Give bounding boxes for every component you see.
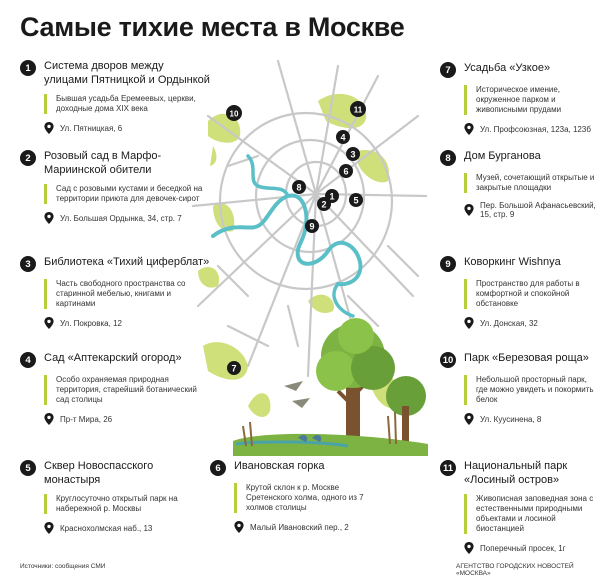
moscow-map[interactable] <box>188 46 428 466</box>
pin-icon <box>464 542 474 554</box>
svg-text:2: 2 <box>321 199 327 210</box>
pin-icon <box>464 204 474 216</box>
place-name: Усадьба «Узкое» <box>464 62 551 74</box>
place-number: 8 <box>440 150 456 166</box>
place-number: 1 <box>20 60 36 76</box>
source-note: Источники: сообщения СМИ <box>20 563 106 570</box>
river-south <box>334 284 353 316</box>
place-description: Особо охраняемая природная территория, старейший ботанический сад столицы <box>44 375 210 405</box>
place-6[interactable] <box>210 460 385 533</box>
place-address: Ул. Покровка, 12 <box>60 318 122 328</box>
place-description: Историческое имение, окруженное парком и живописными прудами <box>464 85 598 115</box>
place-number: 11 <box>440 460 456 476</box>
place-9[interactable] <box>440 256 598 329</box>
pin-icon <box>464 317 474 329</box>
svg-text:7: 7 <box>231 363 237 374</box>
tree-illustration <box>233 318 428 456</box>
map-marker-3[interactable] <box>346 147 360 161</box>
svg-text:6: 6 <box>343 166 349 177</box>
place-number: 7 <box>440 62 456 78</box>
place-address: Пер. Большой Афанасьевский, 15, стр. 9 <box>480 201 596 219</box>
place-number: 2 <box>20 150 36 166</box>
place-number: 10 <box>440 352 456 368</box>
map-marker-6[interactable] <box>339 164 353 178</box>
place-description: Живописная заповедная зона с естественными природными объектами и лосиной биостанцией <box>464 494 598 534</box>
place-number: 4 <box>20 352 36 368</box>
page-title: Самые тихие места в Москве <box>20 12 405 42</box>
place-name: Коворкинг Wishnya <box>464 256 561 268</box>
map-marker-7[interactable] <box>227 361 241 375</box>
place-number: 3 <box>20 256 36 272</box>
pin-icon <box>464 123 474 135</box>
svg-text:9: 9 <box>309 221 315 232</box>
place-address: Поперечный просек, 1г <box>480 543 566 553</box>
place-name: Парк «Березовая роща» <box>464 352 589 364</box>
place-number: 5 <box>20 460 36 476</box>
place-address: Ул. Пятницкая, 6 <box>60 123 123 133</box>
map-marker-9[interactable] <box>305 219 319 233</box>
place-description: Бывшая усадьба Еремеевых, церкви, доходные дома XIX века <box>44 94 210 114</box>
place-name: Библиотека «Тихий циферблат» <box>44 256 210 268</box>
place-description: Часть свободного пространства со старинной мебелью, книгами и картинами <box>44 279 210 309</box>
pin-icon <box>44 522 54 534</box>
map-marker-2[interactable] <box>317 197 331 211</box>
place-description: Музей, сочетающий открытые и закрытые площадки <box>464 173 598 193</box>
map-marker-11[interactable] <box>350 101 366 117</box>
place-5[interactable] <box>20 460 200 534</box>
place-name: Система дворов между улицами Пятницкой и Ордынкой <box>44 60 210 86</box>
map-marker-10[interactable] <box>226 105 242 121</box>
place-1[interactable] <box>20 60 210 134</box>
svg-text:1: 1 <box>329 191 335 202</box>
place-address: Ул. Донская, 32 <box>480 318 538 328</box>
pin-icon <box>44 212 54 224</box>
place-name: Розовый сад в Марфо-Мариинской обители <box>44 150 162 176</box>
place-description: Крутой склон к р. Москве Сретенского холма, одного из 7 холмов столицы <box>234 483 385 513</box>
place-address: Малый Ивановский пер., 2 <box>250 522 349 532</box>
place-7[interactable] <box>440 62 598 135</box>
map-marker-5[interactable] <box>349 193 363 207</box>
place-description: Небольшой просторный парк, где можно увидеть и покормить белок <box>464 375 598 405</box>
svg-text:5: 5 <box>353 195 359 206</box>
place-address: Ул. Большая Ордынка, 34, стр. 7 <box>60 213 182 223</box>
pin-icon <box>44 413 54 425</box>
map-marker-8[interactable] <box>292 180 306 194</box>
svg-text:10: 10 <box>229 109 239 119</box>
pin-icon <box>44 122 54 134</box>
place-11[interactable] <box>440 460 598 554</box>
place-description: Круглосуточно открытый парк на набережной р. Москвы <box>44 494 200 514</box>
place-name: Сад «Аптекарский огород» <box>44 352 182 364</box>
pin-icon <box>234 521 244 533</box>
place-address: Пр-т Мира, 26 <box>60 414 113 424</box>
place-2[interactable] <box>20 150 210 224</box>
place-number: 6 <box>210 460 226 476</box>
place-description: Сад с розовыми кустами и беседкой на территории приюта для девочек-сирот <box>44 184 210 204</box>
place-10[interactable] <box>440 352 598 425</box>
place-address: Краснохолмская наб., 13 <box>60 523 153 533</box>
map-marker-4[interactable] <box>336 130 350 144</box>
svg-text:8: 8 <box>296 182 302 193</box>
place-4[interactable] <box>20 352 210 425</box>
place-name: Дом Бурганова <box>464 150 541 162</box>
svg-text:4: 4 <box>340 132 346 143</box>
place-address: Ул. Куусинена, 8 <box>480 414 542 424</box>
place-description: Пространство для работы в комфортной и спокойной обстановке <box>464 279 598 309</box>
svg-text:11: 11 <box>353 105 363 115</box>
place-name: Сквер Новоспасского монастыря <box>44 460 154 486</box>
svg-text:3: 3 <box>350 149 356 160</box>
place-address: Ул. Профсоюзная, 123а, 123б <box>480 124 591 134</box>
place-name: Национальный парк «Лосиный остров» <box>464 460 568 486</box>
agency-credit: АГЕНТСТВО ГОРОДСКИХ НОВОСТЕЙ «МОСКВА» <box>456 563 574 577</box>
place-number: 9 <box>440 256 456 272</box>
place-name: Ивановская горка <box>234 460 325 472</box>
pin-icon <box>44 317 54 329</box>
pin-icon <box>464 413 474 425</box>
place-3[interactable] <box>20 256 210 329</box>
place-8[interactable] <box>440 150 598 219</box>
